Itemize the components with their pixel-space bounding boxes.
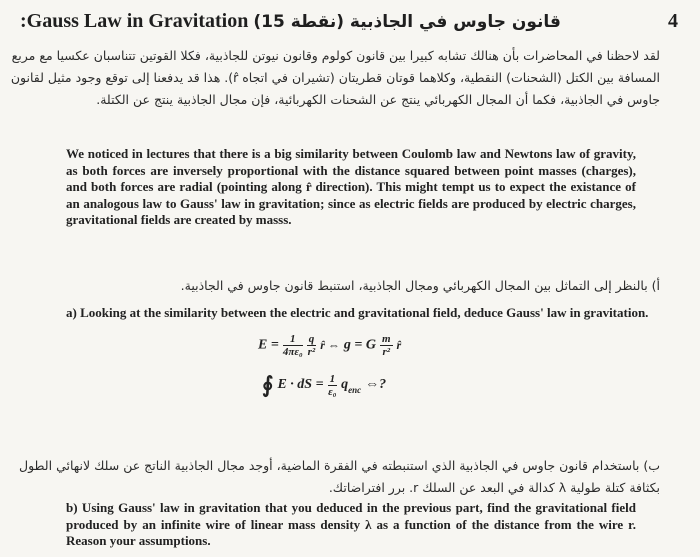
part-a-english: a) Looking at the similarity between the electric and gravitational field, deduce Gauss' law in gravitation. (66, 305, 649, 320)
eq1-lhs: E = (258, 337, 279, 353)
part-b-arabic-line-2: بكثافة كتلة طولية λ كدالة في البعد عن السلك r. برر افتراضاتك. (328, 480, 660, 495)
eq2-numerator: 1 (329, 372, 336, 385)
eq1-r2: r² (307, 346, 316, 358)
eq2-q: q (341, 377, 349, 392)
eq2-enc-subscript: enc (348, 384, 362, 395)
eq1-charge-fraction (307, 333, 317, 358)
intro-arabic-line-3: جاوس في الجاذبية، فكما أن المجال الكهربائي ينتج عن الشحنات الكهربائية، فإن مجال الجاذبية ينتج عن الكتلة. (96, 92, 660, 107)
eq1-k-denominator: 4πε₀ (282, 346, 303, 358)
eq1-r2b: r² (382, 346, 391, 358)
eq1-gravity-lhs: g = G (343, 337, 376, 353)
part-a-arabic: أ) بالنظر إلى التماثل بين المجال الكهربائي ومجال الجاذبية، استنبط قانون جاوس في الجاذبية. (180, 278, 660, 293)
title-english: :Gauss Law in Gravitation (20, 10, 249, 32)
eq1-coulomb-constant (283, 333, 303, 358)
eq2-question: ⇔? (365, 377, 387, 392)
intro-arabic-line-2: المسافة بين الكتل (الشحنات) النقطية، وكلاهما قوتان قطريتان (تشيران في اتجاه r̂). هذا قد يدفعنا إلى توقع وجود مثيل لقانون (10, 70, 660, 85)
equation-gauss-law (262, 372, 386, 398)
eq1-mass-fraction (380, 333, 393, 358)
part-b-arabic-line-1: ب) باستخدام قانون جاوس في الجاذبية الذي استنبطته في الفقرة الماضية، أوجد مجال الجاذبية الناتج عن سلك لانهائي الطول (19, 458, 660, 473)
part-b-english: b) Using Gauss' law in gravitation that you deduced in the previous part, find the gravitational field produced by an infinite wire of linear mass density λ as a function of the distance from the wire r. Reason your assumptions. (66, 500, 636, 548)
eq2-epsilon-fraction (328, 373, 338, 398)
question-title (20, 10, 561, 33)
closed-integral-symbol: ∮ (262, 372, 274, 397)
question-number: 4 (668, 10, 678, 32)
equation-field-analogy (258, 333, 401, 358)
eq1-equivalence: r̂ ⇔ (320, 338, 340, 352)
eq1-q: q (308, 333, 315, 345)
question-header (20, 10, 678, 40)
eq2-denominator: ε₀ (328, 385, 337, 398)
eq1-rhat: r̂ (396, 338, 402, 352)
eq2-flux: E · dS = (277, 377, 324, 392)
intro-english-paragraph: We noticed in lectures that there is a big similarity between Coulomb law and Newtons law of gravity, as both forces are inversely proportional with the distance squared between point masses (charges), and both forces are radial (pointing along r̂ direction). This might tempt us to expect the existance of an analogous law to Gauss' law in gravitation; since as electric fields are produced by electric charges, gravitational fields are created by masss. (66, 146, 636, 227)
intro-arabic-line-1: لقد لاحظنا في المحاضرات بأن هنالك تشابه كبيرا بين قانون كولوم وقانون نيوتن للجاذبية، فكلا القوتين تتناسبان عكسيا مع مربع (11, 48, 660, 63)
title-arabic: (15 نقطة) قانون جاوس في الجاذبية (253, 12, 561, 32)
eq1-m: m (381, 333, 391, 345)
eq1-k-numerator: 1 (283, 333, 303, 346)
